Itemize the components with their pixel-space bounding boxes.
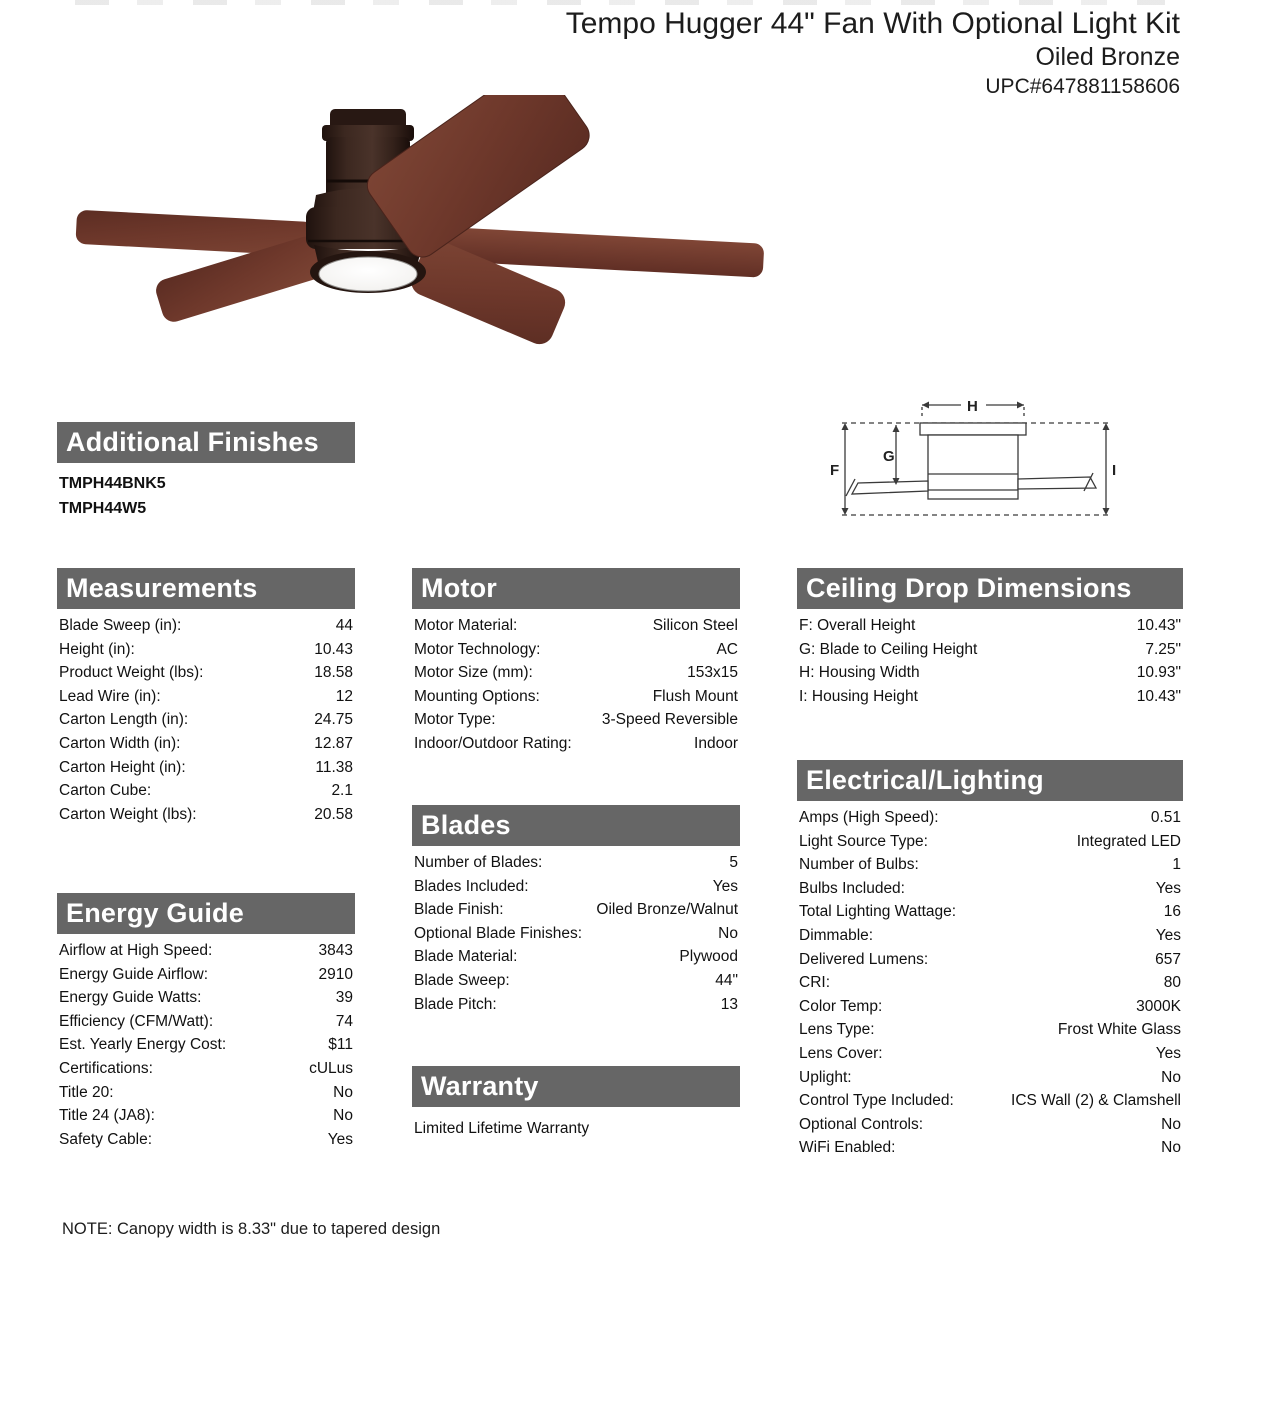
spec-value: 18.58 (314, 664, 353, 682)
spec-row (797, 1066, 1183, 1090)
spec-row (57, 1033, 355, 1057)
spec-row (797, 948, 1183, 972)
spec-row (412, 732, 740, 756)
spec-row (797, 900, 1183, 924)
motor-heading: Motor (412, 568, 740, 609)
spec-label: Energy Guide Airflow: (59, 965, 209, 983)
section-motor (412, 568, 740, 756)
spec-row (412, 898, 740, 922)
spec-value: 10.43" (1136, 617, 1181, 634)
spec-value: No (333, 1083, 353, 1101)
ceiling-drop-table (797, 614, 1183, 708)
spec-label: Number of Blades: (414, 854, 543, 871)
spec-label: Motor Material: (414, 617, 518, 634)
dim-label-g: G (883, 448, 895, 465)
cropped-top-text-artifact (75, 0, 1165, 5)
spec-label: Carton Height (in): (59, 758, 186, 776)
spec-label: Carton Length (in): (59, 711, 189, 729)
spec-row (57, 756, 355, 780)
spec-value: Yes (1155, 1044, 1181, 1062)
spec-value: 10.93" (1136, 664, 1181, 682)
spec-row (57, 1057, 355, 1081)
spec-label: G: Blade to Ceiling Height (799, 640, 978, 658)
spec-value: 10.43" (1136, 687, 1181, 705)
section-energy-guide (57, 893, 355, 1151)
spec-label: Color Temp: (799, 997, 883, 1015)
product-finish: Oiled Bronze (1035, 43, 1180, 71)
spec-label: Carton Width (in): (59, 734, 181, 752)
section-measurements (57, 568, 355, 826)
spec-row (412, 875, 740, 899)
spec-label: Efficiency (CFM/Watt): (59, 1012, 214, 1030)
dim-label-i: I (1112, 462, 1117, 479)
spec-label: Blade Sweep (in): (59, 617, 182, 634)
spec-label: Delivered Lumens: (799, 950, 929, 968)
spec-label: Blade Pitch: (414, 995, 497, 1013)
section-ceiling-drop (797, 568, 1183, 708)
spec-value: 3000K (1136, 997, 1181, 1015)
spec-row (57, 614, 355, 638)
spec-value: 20.58 (314, 805, 353, 823)
electrical-lighting-heading: Electrical/Lighting (797, 760, 1183, 801)
spec-row (412, 851, 740, 875)
spec-value: Yes (712, 877, 738, 895)
spec-label: Motor Size (mm): (414, 664, 533, 682)
spec-value: ICS Wall (2) & Clamshell (1011, 1092, 1181, 1110)
spec-value: No (333, 1107, 353, 1125)
spec-value: 5 (729, 854, 738, 871)
spec-label: WiFi Enabled: (799, 1139, 896, 1157)
spec-row (57, 1010, 355, 1034)
ceiling-drop-heading: Ceiling Drop Dimensions (797, 568, 1183, 609)
spec-row (57, 939, 355, 963)
spec-value: Plywood (679, 948, 738, 966)
spec-row (412, 945, 740, 969)
spec-row (797, 995, 1183, 1019)
spec-row (797, 806, 1183, 830)
spec-row (797, 614, 1183, 638)
spec-value: Flush Mount (652, 687, 738, 705)
spec-label: Height (in): (59, 640, 135, 658)
spec-value: 13 (720, 995, 738, 1013)
spec-value: No (718, 924, 738, 942)
spec-row (412, 685, 740, 709)
blades-heading: Blades (412, 805, 740, 846)
spec-value: 153x15 (687, 664, 738, 682)
spec-label: H: Housing Width (799, 664, 920, 682)
spec-row (57, 1081, 355, 1105)
spec-label: Est. Yearly Energy Cost: (59, 1036, 227, 1054)
spec-label: Blade Finish: (414, 901, 504, 919)
page-title: Tempo Hugger 44" Fan With Optional Light Kit (565, 7, 1180, 40)
spec-row (57, 732, 355, 756)
spec-value: 1 (1172, 856, 1181, 874)
spec-row (412, 969, 740, 993)
finish-code: TMPH44W5 (59, 500, 147, 517)
spec-label: Lens Cover: (799, 1044, 883, 1062)
spec-label: Blade Sweep: (414, 971, 510, 989)
spec-label: Energy Guide Watts: (59, 989, 202, 1007)
spec-value: 7.25" (1145, 640, 1181, 658)
spec-value: 44 (335, 617, 353, 634)
dimension-diagram-svg (828, 393, 1120, 525)
spec-label: Light Source Type: (799, 832, 928, 850)
spec-value: 12 (335, 687, 353, 705)
spec-value: Indoor (694, 734, 738, 752)
measurements-heading: Measurements (57, 568, 355, 609)
dim-label-h: H (967, 398, 978, 415)
section-additional-finishes (57, 422, 355, 521)
spec-value: Silicon Steel (652, 617, 738, 634)
spec-label: Control Type Included: (799, 1092, 954, 1110)
spec-label: Blade Material: (414, 948, 518, 966)
warranty-text: Limited Lifetime Warranty (414, 1120, 590, 1137)
spec-value: 10.43 (314, 640, 353, 658)
section-electrical-lighting (797, 760, 1183, 1160)
spec-label: CRI: (799, 974, 830, 992)
spec-value: 12.87 (314, 734, 353, 752)
spec-row (797, 1113, 1183, 1137)
spec-row (797, 661, 1183, 685)
spec-row (57, 986, 355, 1010)
spec-value: cULus (309, 1059, 353, 1077)
spec-label: Product Weight (lbs): (59, 664, 204, 682)
spec-row (797, 924, 1183, 948)
spec-row (797, 685, 1183, 709)
spec-label: Dimmable: (799, 926, 874, 944)
spec-value: 24.75 (314, 711, 353, 729)
spec-row (412, 922, 740, 946)
spec-value: No (1161, 1139, 1181, 1157)
spec-value: Yes (1155, 926, 1181, 944)
motor-table (412, 614, 740, 756)
spec-value: Frost White Glass (1057, 1021, 1181, 1039)
spec-value: 16 (1163, 903, 1181, 921)
header (566, 6, 1180, 101)
spec-row (412, 661, 740, 685)
finish-code: TMPH44BNK5 (59, 475, 166, 492)
spec-label: Optional Blade Finishes: (414, 924, 583, 942)
spec-label: Lens Type: (799, 1021, 875, 1039)
spec-row (57, 661, 355, 685)
spec-label: Title 20: (59, 1083, 114, 1101)
spec-label: Certifications: (59, 1059, 153, 1077)
spec-label: Safety Cable: (59, 1130, 153, 1148)
spec-value: No (1161, 1068, 1181, 1086)
spec-value: Yes (327, 1130, 353, 1148)
dim-label-f: F (830, 462, 840, 479)
spec-label: I: Housing Height (799, 687, 918, 705)
spec-row (412, 993, 740, 1017)
spec-label: Number of Bulbs: (799, 856, 919, 874)
spec-label: Motor Technology: (414, 640, 541, 658)
spec-label: Uplight: (799, 1068, 852, 1086)
spec-value: AC (716, 640, 738, 658)
spec-value: 0.51 (1150, 809, 1181, 826)
dimension-diagram (828, 393, 1120, 525)
spec-label: Mounting Options: (414, 687, 540, 705)
spec-label: Title 24 (JA8): (59, 1107, 155, 1125)
spec-row (57, 685, 355, 709)
spec-row (797, 830, 1183, 854)
canopy-note: NOTE: Canopy width is 8.33" due to tapered design (62, 1220, 441, 1238)
spec-value: 657 (1155, 950, 1181, 968)
spec-value: 2.1 (331, 782, 353, 800)
spec-label: Blades Included: (414, 877, 529, 895)
spec-row (797, 971, 1183, 995)
measurements-table (57, 614, 355, 826)
spec-value: 74 (335, 1012, 353, 1030)
spec-row (412, 638, 740, 662)
spec-row (57, 963, 355, 987)
spec-label: Amps (High Speed): (799, 809, 939, 826)
spec-value: 3843 (318, 942, 353, 959)
spec-label: Airflow at High Speed: (59, 942, 213, 959)
section-warranty (412, 1066, 740, 1141)
spec-row (797, 1089, 1183, 1113)
spec-row (797, 638, 1183, 662)
spec-row (797, 853, 1183, 877)
energy-guide-table (57, 939, 355, 1151)
section-blades (412, 805, 740, 1016)
spec-label: Motor Type: (414, 711, 496, 729)
spec-value: No (1161, 1115, 1181, 1133)
spec-value: Oiled Bronze/Walnut (596, 901, 738, 919)
spec-value: Integrated LED (1076, 832, 1181, 850)
spec-row (797, 1042, 1183, 1066)
energy-guide-heading: Energy Guide (57, 893, 355, 934)
spec-value: $11 (328, 1036, 353, 1054)
fan-illustration (70, 95, 770, 380)
spec-value: 80 (1163, 974, 1181, 992)
spec-row (412, 614, 740, 638)
spec-row (57, 1128, 355, 1152)
spec-value: 3-Speed Reversible (601, 711, 738, 729)
spec-value: 2910 (318, 965, 353, 983)
blades-table (412, 851, 740, 1016)
spec-label: Total Lighting Wattage: (799, 903, 957, 921)
additional-finishes-heading: Additional Finishes (57, 422, 355, 463)
spec-row (57, 779, 355, 803)
spec-row (797, 1136, 1183, 1160)
spec-label: Lead Wire (in): (59, 687, 161, 705)
spec-label: Carton Cube: (59, 782, 152, 800)
spec-row (57, 638, 355, 662)
spec-row (797, 877, 1183, 901)
spec-value: 39 (335, 989, 353, 1007)
spec-value: Yes (1155, 879, 1181, 897)
spec-value: 44" (715, 971, 738, 989)
product-image-fan (70, 95, 770, 380)
spec-row (797, 1018, 1183, 1042)
spec-value: 11.38 (315, 758, 353, 776)
spec-label: Bulbs Included: (799, 879, 905, 897)
spec-row (412, 708, 740, 732)
spec-row (57, 1104, 355, 1128)
spec-label: Indoor/Outdoor Rating: (414, 734, 572, 752)
spec-row (57, 803, 355, 827)
finish-code-list (57, 471, 355, 521)
spec-label: Optional Controls: (799, 1115, 924, 1133)
electrical-lighting-table (797, 806, 1183, 1160)
product-upc: UPC#647881158606 (985, 75, 1180, 98)
warranty-heading: Warranty (412, 1066, 740, 1107)
spec-label: Carton Weight (lbs): (59, 805, 197, 823)
spec-row (57, 708, 355, 732)
spec-label: F: Overall Height (799, 617, 916, 634)
